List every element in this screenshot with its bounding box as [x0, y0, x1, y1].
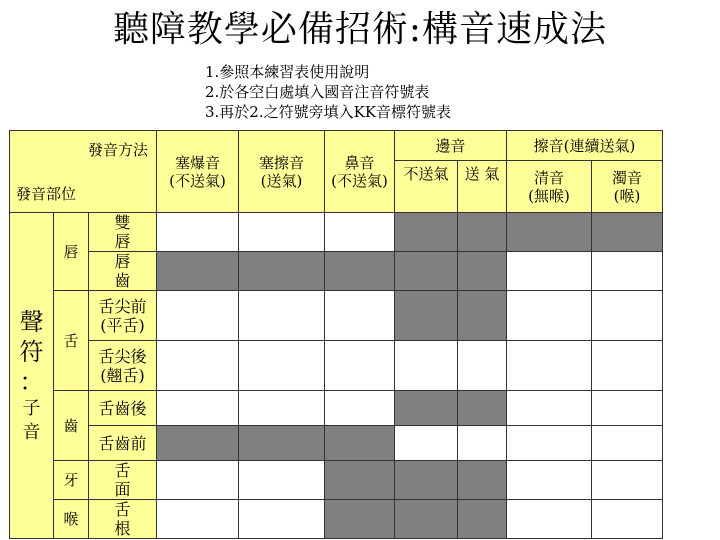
instructions-list	[205, 62, 451, 122]
header-lateral-unaspirated: 不送氣	[395, 161, 458, 213]
blank-cell[interactable]	[157, 213, 239, 252]
category-consonants: 聲 符 ： 子 音	[10, 213, 54, 539]
shaded-cell	[239, 426, 325, 461]
shaded-cell	[458, 461, 507, 500]
place-label: 發音部位	[16, 185, 77, 203]
place-teeth: 齒	[54, 391, 89, 461]
blank-cell[interactable]	[592, 500, 663, 539]
shaded-cell	[395, 291, 458, 341]
phonetics-table	[9, 130, 663, 539]
row-label: 舌 面	[89, 461, 157, 500]
blank-cell[interactable]	[507, 291, 592, 341]
shaded-cell	[395, 213, 458, 252]
shaded-cell	[157, 252, 239, 291]
instruction-3: 3.再於2.之符號旁填入KK音標符號表	[205, 103, 452, 121]
header-lateral-aspirated: 送 氣	[458, 161, 507, 213]
shaded-cell	[395, 391, 458, 426]
corner-header	[10, 131, 157, 213]
blank-cell[interactable]	[157, 341, 239, 391]
blank-cell[interactable]	[592, 252, 663, 291]
blank-cell[interactable]	[239, 291, 325, 341]
place-lips: 唇	[54, 213, 89, 291]
blank-cell[interactable]	[507, 500, 592, 539]
shaded-cell	[458, 391, 507, 426]
shaded-cell	[325, 426, 395, 461]
header-fricative-voiced: 濁音 (喉)	[592, 161, 663, 213]
blank-cell[interactable]	[395, 341, 458, 391]
shaded-cell	[157, 426, 239, 461]
place-tooth: 牙	[54, 461, 89, 500]
header-lateral: 邊音	[395, 131, 507, 161]
row-label: 舌齒前	[89, 426, 157, 461]
shaded-cell	[325, 252, 395, 291]
blank-cell[interactable]	[325, 213, 395, 252]
shaded-cell	[458, 252, 507, 291]
shaded-cell	[458, 500, 507, 539]
header-stop: 塞爆音 (不送氣)	[157, 131, 239, 213]
shaded-cell	[325, 461, 395, 500]
header-nasal: 鼻音 (不送氣)	[325, 131, 395, 213]
page-title: 聽障教學必備招術:構音速成法	[112, 9, 608, 50]
shaded-cell	[325, 500, 395, 539]
row-label: 唇 齒	[89, 252, 157, 291]
row-label: 舌尖後 (翹舌)	[89, 341, 157, 391]
blank-cell[interactable]	[507, 341, 592, 391]
blank-cell[interactable]	[507, 461, 592, 500]
blank-cell[interactable]	[157, 391, 239, 426]
manner-label: 發音方法	[87, 141, 148, 159]
row-label: 舌尖前 (平舌)	[89, 291, 157, 341]
blank-cell[interactable]	[592, 291, 663, 341]
place-throat: 喉	[54, 500, 89, 539]
blank-cell[interactable]	[239, 213, 325, 252]
blank-cell[interactable]	[325, 391, 395, 426]
blank-cell[interactable]	[592, 426, 663, 461]
blank-cell[interactable]	[507, 391, 592, 426]
header-fricative-voiceless: 清音 (無喉)	[507, 161, 592, 213]
blank-cell[interactable]	[592, 461, 663, 500]
row-label: 舌 根	[89, 500, 157, 539]
row-label: 舌齒後	[89, 391, 157, 426]
instruction-1: 1.參照本練習表使用說明	[205, 63, 370, 81]
blank-cell[interactable]	[239, 341, 325, 391]
blank-cell[interactable]	[157, 461, 239, 500]
blank-cell[interactable]	[507, 252, 592, 291]
blank-cell[interactable]	[325, 341, 395, 391]
blank-cell[interactable]	[239, 500, 325, 539]
blank-cell[interactable]	[458, 426, 507, 461]
blank-cell[interactable]	[157, 500, 239, 539]
shaded-cell	[507, 213, 592, 252]
shaded-cell	[395, 252, 458, 291]
shaded-cell	[395, 500, 458, 539]
blank-cell[interactable]	[395, 426, 458, 461]
blank-cell[interactable]	[592, 391, 663, 426]
place-tongue: 舌	[54, 291, 89, 391]
blank-cell[interactable]	[325, 291, 395, 341]
shaded-cell	[458, 291, 507, 341]
blank-cell[interactable]	[592, 341, 663, 391]
blank-cell[interactable]	[239, 391, 325, 426]
instruction-2: 2.於各空白處填入國音注音符號表	[205, 83, 430, 101]
shaded-cell	[592, 213, 663, 252]
header-fricative: 擦音(連續送氣)	[507, 131, 663, 161]
shaded-cell	[239, 252, 325, 291]
header-affricate: 塞擦音 (送氣)	[239, 131, 325, 213]
blank-cell[interactable]	[239, 461, 325, 500]
row-label: 雙 唇	[89, 213, 157, 252]
blank-cell[interactable]	[458, 341, 507, 391]
shaded-cell	[395, 461, 458, 500]
blank-cell[interactable]	[507, 426, 592, 461]
blank-cell[interactable]	[157, 291, 239, 341]
shaded-cell	[458, 213, 507, 252]
